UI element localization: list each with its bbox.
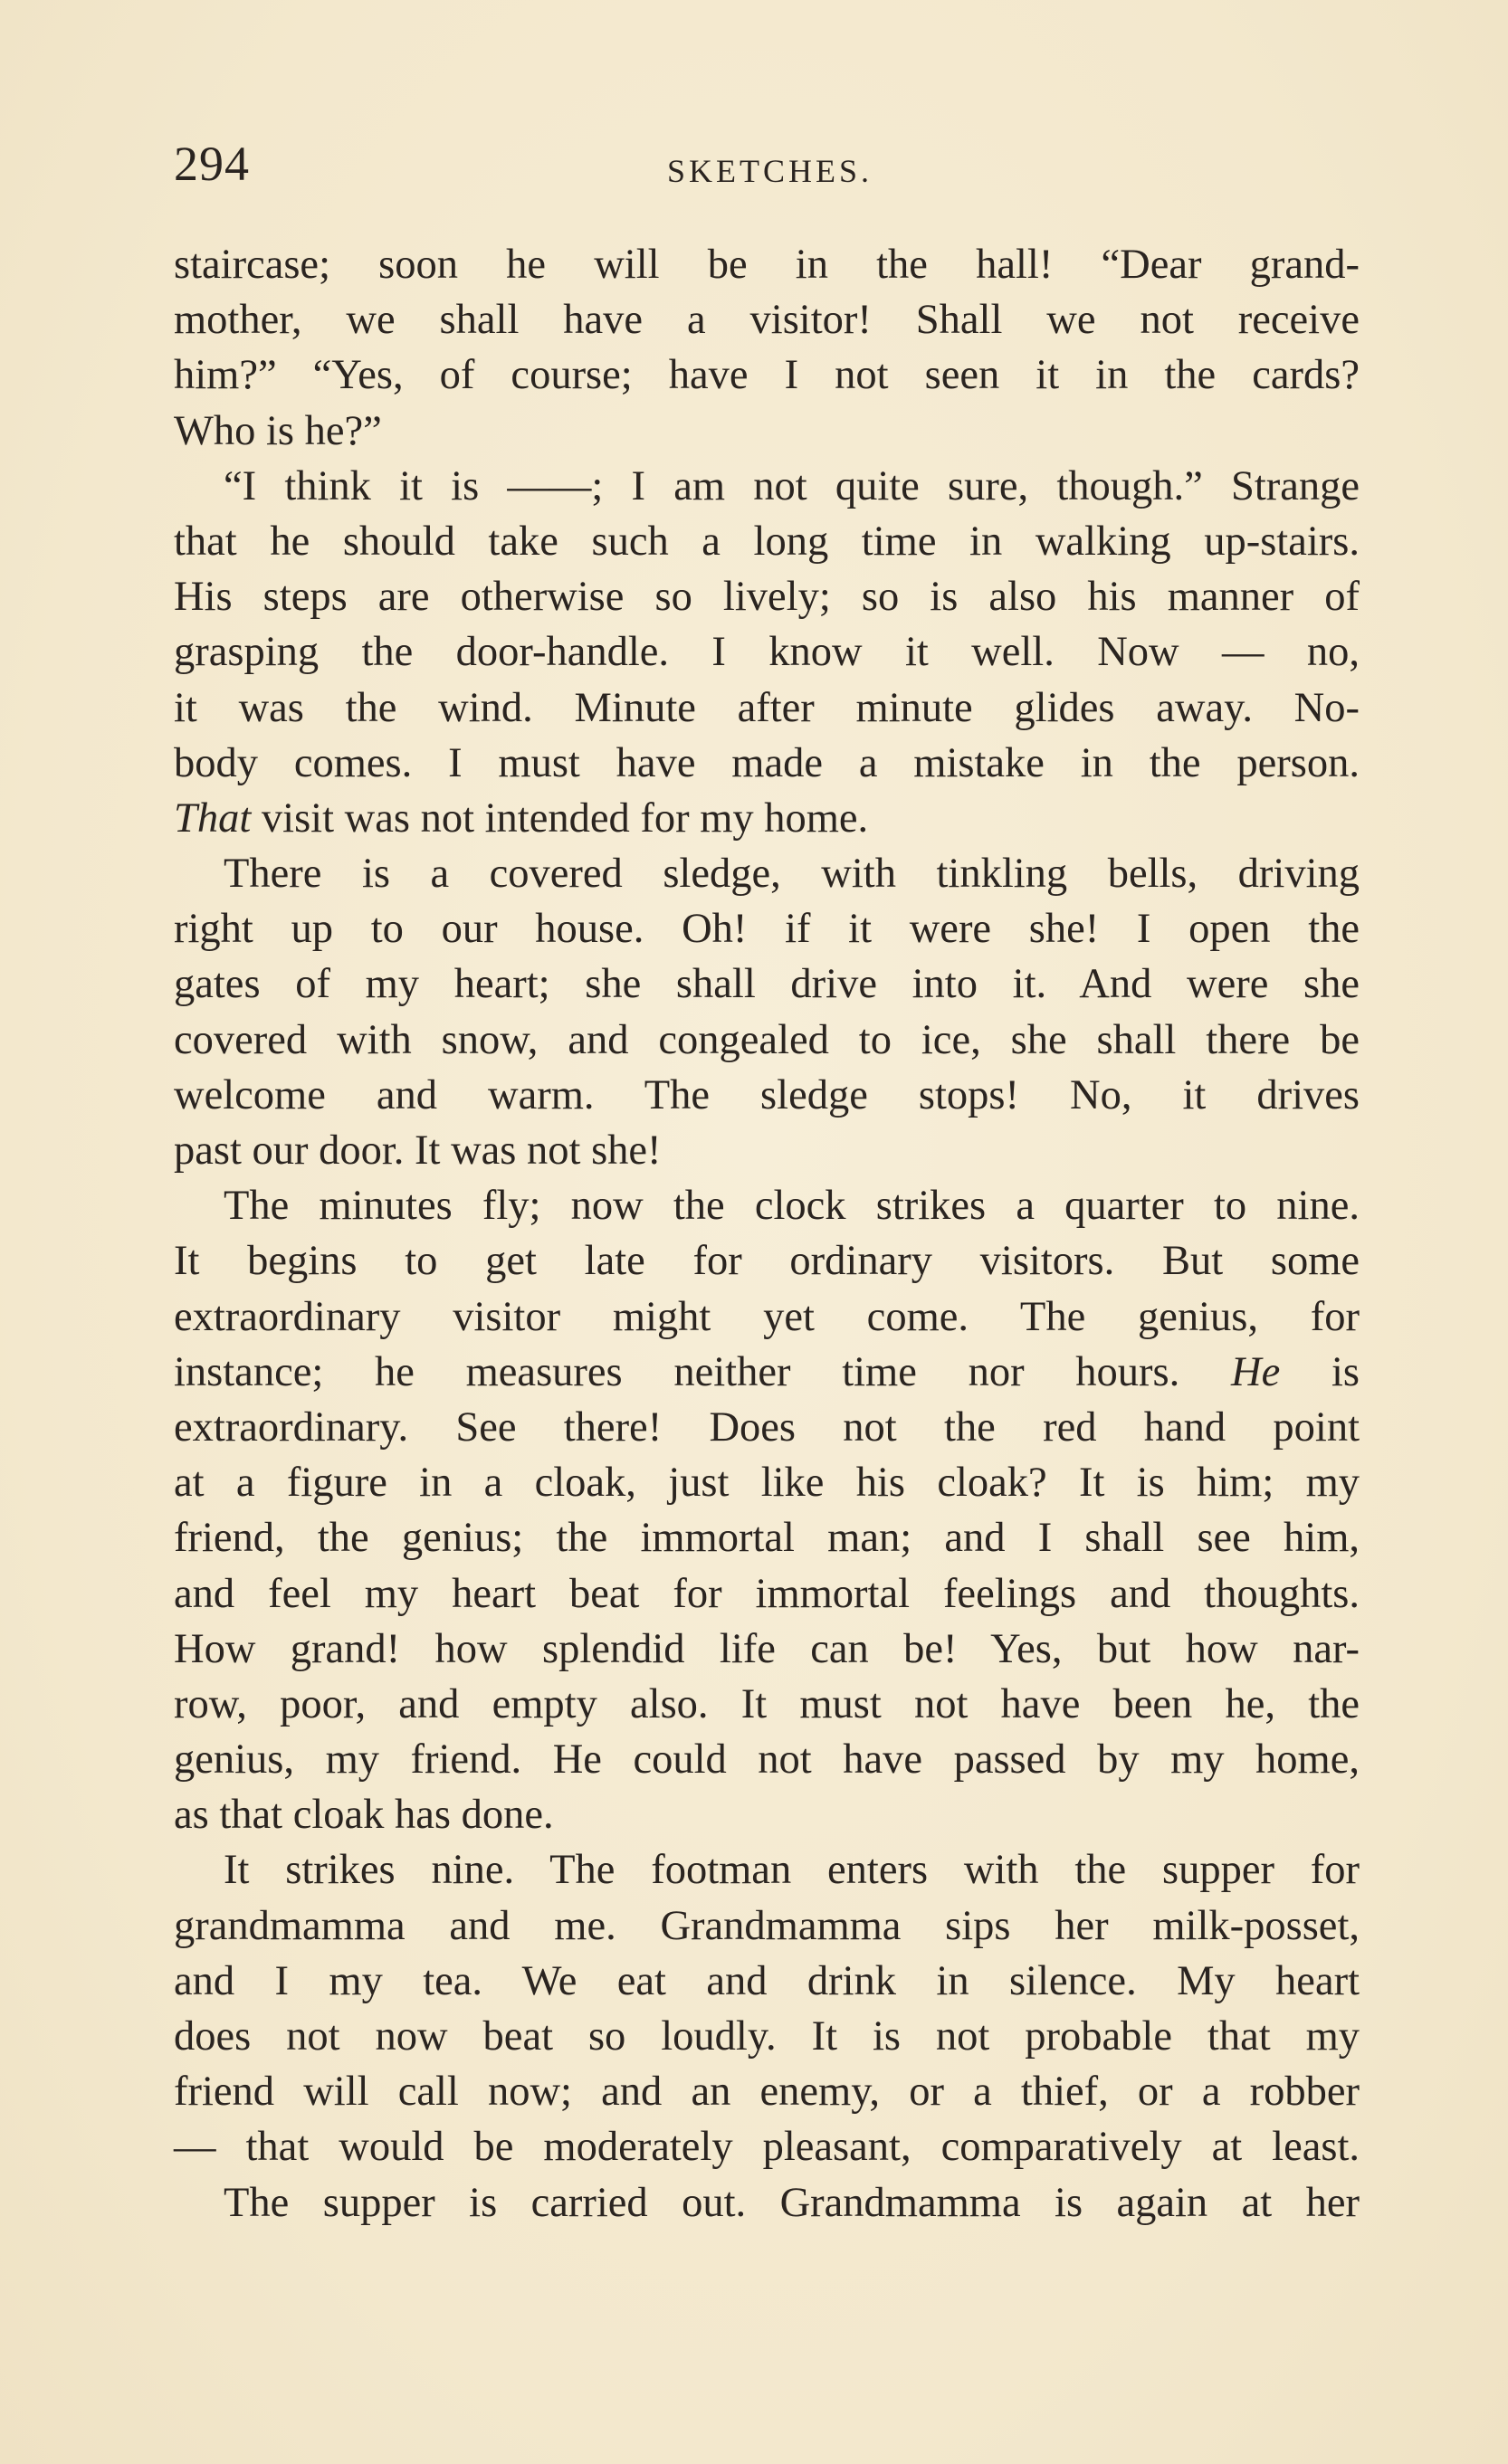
- text-line: friend, the genius; the immortal man; and I shall see him,: [174, 1515, 1360, 1562]
- page-header: [174, 136, 1360, 199]
- text-line: staircase; soon he will be in the hall! “Dear grand-: [174, 242, 1360, 288]
- text-line: welcome and warm. The sledge stops! No, it drives: [174, 1071, 1360, 1118]
- text-line: How grand! how splendid life can be! Yes, but how nar-: [174, 1625, 1360, 1672]
- text-line: past our door. It was not she!: [174, 1127, 662, 1174]
- text-line: It strikes nine. The footman enters with the supper for: [224, 1847, 1360, 1894]
- body-text: [174, 237, 1360, 2231]
- text-line: that he should take such a long time in walking up-stairs.: [174, 518, 1360, 565]
- text-line: It begins to get late for ordinary visitors. But some: [174, 1238, 1360, 1285]
- text-line: extraordinary. See there! Does not the red hand point: [174, 1403, 1360, 1451]
- text-line: does not now beat so loudly. It is not probable that my: [174, 2013, 1360, 2060]
- text-line: grasping the door-handle. I know it well. Now — no,: [174, 629, 1360, 676]
- text-line: at a figure in a cloak, just like his cloak? It is him; my: [174, 1460, 1360, 1507]
- italic-word: That: [174, 794, 252, 842]
- text-line: as that cloak has done.: [174, 1792, 554, 1839]
- text-line: him?” “Yes, of course; have I not seen it in the cards?: [174, 352, 1360, 399]
- text-line: covered with snow, and congealed to ice, she shall there be: [174, 1016, 1360, 1063]
- text-line: right up to our house. Oh! if it were she! I open the: [174, 906, 1360, 953]
- text-line: The supper is carried out. Grandmamma is again at her: [224, 2179, 1360, 2226]
- italic-word: He: [1231, 1348, 1281, 1395]
- text-line: Who is he?”: [174, 407, 382, 454]
- running-head: SKETCHES.: [667, 153, 873, 189]
- text-line: The minutes fly; now the clock strikes a quarter to nine.: [224, 1183, 1360, 1230]
- text-line: genius, my friend. He could not have passed by my home,: [174, 1736, 1360, 1784]
- page-number: 294: [174, 137, 250, 191]
- text-line: extraordinary visitor might yet come. The genius, for: [174, 1293, 1360, 1340]
- text-line: and feel my heart beat for immortal feelings and thoughts.: [174, 1570, 1360, 1617]
- text-line: instance; he measures neither time nor hours. He is: [174, 1348, 1360, 1395]
- text-line: “I think it is ——; I am not quite sure, though.” Strange: [224, 462, 1360, 509]
- text-line: friend will call now; and an enemy, or a thief, or a robber: [174, 2069, 1360, 2116]
- text-line: body comes. I must have made a mistake in the person.: [174, 739, 1360, 786]
- text-line: — that would be moderately pleasant, comparatively at least.: [174, 2124, 1360, 2171]
- text-line: mother, we shall have a visitor! Shall we not receive: [174, 297, 1360, 344]
- text-line: and I my tea. We eat and drink in silence. My heart: [174, 1957, 1360, 2004]
- text-line: There is a covered sledge, with tinkling bells, driving: [224, 851, 1360, 898]
- text-line: it was the wind. Minute after minute glides away. No-: [174, 684, 1360, 731]
- text-line: row, poor, and empty also. It must not have been he, the: [174, 1680, 1360, 1727]
- text-line: grandmamma and me. Grandmamma sips her milk-posset,: [174, 1902, 1360, 1949]
- text-line: His steps are otherwise so lively; so is also his manner of: [174, 574, 1360, 621]
- text-line: That visit was not intended for my home.: [174, 794, 869, 842]
- text-line: gates of my heart; she shall drive into it. And were she: [174, 961, 1360, 1008]
